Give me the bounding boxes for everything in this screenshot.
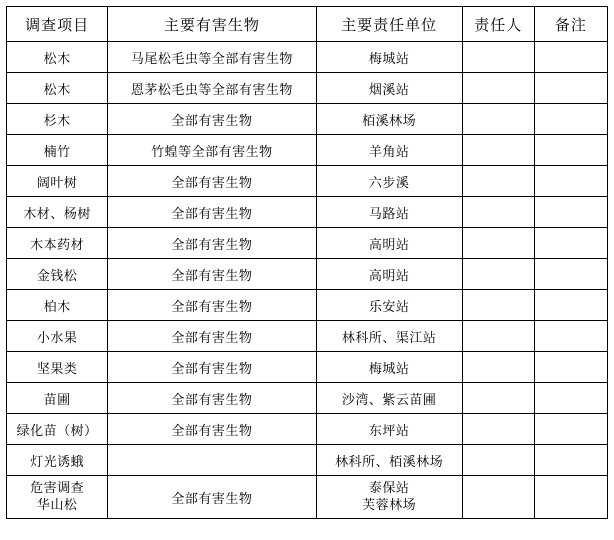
table-row <box>7 290 608 321</box>
cell-item: 金钱松 <box>7 259 108 290</box>
cell-person <box>462 352 534 383</box>
table-row <box>7 197 608 228</box>
cell-item: 灯光诱蛾 <box>7 445 108 476</box>
header-cell-remark: 备注 <box>534 7 607 42</box>
table-row <box>7 445 608 476</box>
cell-remark <box>534 321 607 352</box>
cell-pest: 全部有害生物 <box>108 290 316 321</box>
cell-item: 柏木 <box>7 290 108 321</box>
cell-person <box>462 290 534 321</box>
cell-remark <box>534 228 607 259</box>
table-header <box>7 7 608 42</box>
cell-pest: 全部有害生物 <box>108 104 316 135</box>
table-row <box>7 321 608 352</box>
cell-person <box>462 445 534 476</box>
cell-item: 坚果类 <box>7 352 108 383</box>
cell-person <box>462 197 534 228</box>
cell-pest <box>108 445 316 476</box>
cell-pest: 全部有害生物 <box>108 476 316 519</box>
cell-person <box>462 321 534 352</box>
table-row <box>7 383 608 414</box>
cell-pest: 全部有害生物 <box>108 166 316 197</box>
cell-item: 松木 <box>7 42 108 73</box>
cell-unit: 六步溪 <box>316 166 462 197</box>
cell-pest: 全部有害生物 <box>108 228 316 259</box>
header-cell-item: 调查项目 <box>7 7 108 42</box>
table-body <box>7 42 608 519</box>
cell-person <box>462 104 534 135</box>
cell-unit: 东坪站 <box>316 414 462 445</box>
table-row <box>7 476 608 519</box>
cell-item: 阔叶树 <box>7 166 108 197</box>
table-row <box>7 104 608 135</box>
table-row <box>7 352 608 383</box>
cell-unit: 马路站 <box>316 197 462 228</box>
cell-remark <box>534 445 607 476</box>
header-cell-unit: 主要责任单位 <box>316 7 462 42</box>
cell-person <box>462 228 534 259</box>
cell-person <box>462 73 534 104</box>
cell-unit: 泰保站 芙蓉林场 <box>316 476 462 519</box>
cell-unit: 乐安站 <box>316 290 462 321</box>
cell-remark <box>534 352 607 383</box>
cell-person <box>462 42 534 73</box>
cell-item: 杉木 <box>7 104 108 135</box>
cell-pest: 竹蝗等全部有害生物 <box>108 135 316 166</box>
cell-person <box>462 476 534 519</box>
cell-pest: 全部有害生物 <box>108 321 316 352</box>
cell-item: 危害调查 华山松 <box>7 476 108 519</box>
cell-item: 苗圃 <box>7 383 108 414</box>
cell-pest: 全部有害生物 <box>108 383 316 414</box>
cell-unit: 梅城站 <box>316 42 462 73</box>
cell-pest: 全部有害生物 <box>108 414 316 445</box>
cell-remark <box>534 259 607 290</box>
cell-unit: 高明站 <box>316 259 462 290</box>
header-cell-person: 责任人 <box>462 7 534 42</box>
cell-unit: 梅城站 <box>316 352 462 383</box>
cell-remark <box>534 73 607 104</box>
cell-item: 楠竹 <box>7 135 108 166</box>
cell-person <box>462 259 534 290</box>
cell-unit: 沙湾、紫云苗圃 <box>316 383 462 414</box>
cell-pest: 马尾松毛虫等全部有害生物 <box>108 42 316 73</box>
cell-remark <box>534 42 607 73</box>
cell-remark <box>534 104 607 135</box>
cell-pest: 全部有害生物 <box>108 197 316 228</box>
cell-person <box>462 166 534 197</box>
cell-person <box>462 414 534 445</box>
table-row <box>7 135 608 166</box>
cell-remark <box>534 197 607 228</box>
cell-remark <box>534 290 607 321</box>
cell-item: 松木 <box>7 73 108 104</box>
cell-remark <box>534 166 607 197</box>
table-row <box>7 73 608 104</box>
cell-item: 小水果 <box>7 321 108 352</box>
cell-unit: 羊角站 <box>316 135 462 166</box>
table-row <box>7 259 608 290</box>
cell-person <box>462 383 534 414</box>
cell-pest: 恩茅松毛虫等全部有害生物 <box>108 73 316 104</box>
table-row <box>7 414 608 445</box>
cell-pest: 全部有害生物 <box>108 259 316 290</box>
cell-remark <box>534 135 607 166</box>
cell-item: 绿化苗（树） <box>7 414 108 445</box>
cell-item: 木材、杨树 <box>7 197 108 228</box>
cell-person <box>462 135 534 166</box>
cell-remark <box>534 414 607 445</box>
cell-item: 木本药材 <box>7 228 108 259</box>
header-row <box>7 7 608 42</box>
cell-pest: 全部有害生物 <box>108 352 316 383</box>
table-row <box>7 42 608 73</box>
cell-unit: 栢溪林场 <box>316 104 462 135</box>
cell-unit: 林科所、栢溪林场 <box>316 445 462 476</box>
cell-unit: 烟溪站 <box>316 73 462 104</box>
header-cell-pest: 主要有害生物 <box>108 7 316 42</box>
table-row <box>7 228 608 259</box>
survey-table <box>6 6 608 519</box>
cell-unit: 林科所、渠江站 <box>316 321 462 352</box>
cell-unit: 高明站 <box>316 228 462 259</box>
cell-remark <box>534 476 607 519</box>
table-row <box>7 166 608 197</box>
cell-remark <box>534 383 607 414</box>
